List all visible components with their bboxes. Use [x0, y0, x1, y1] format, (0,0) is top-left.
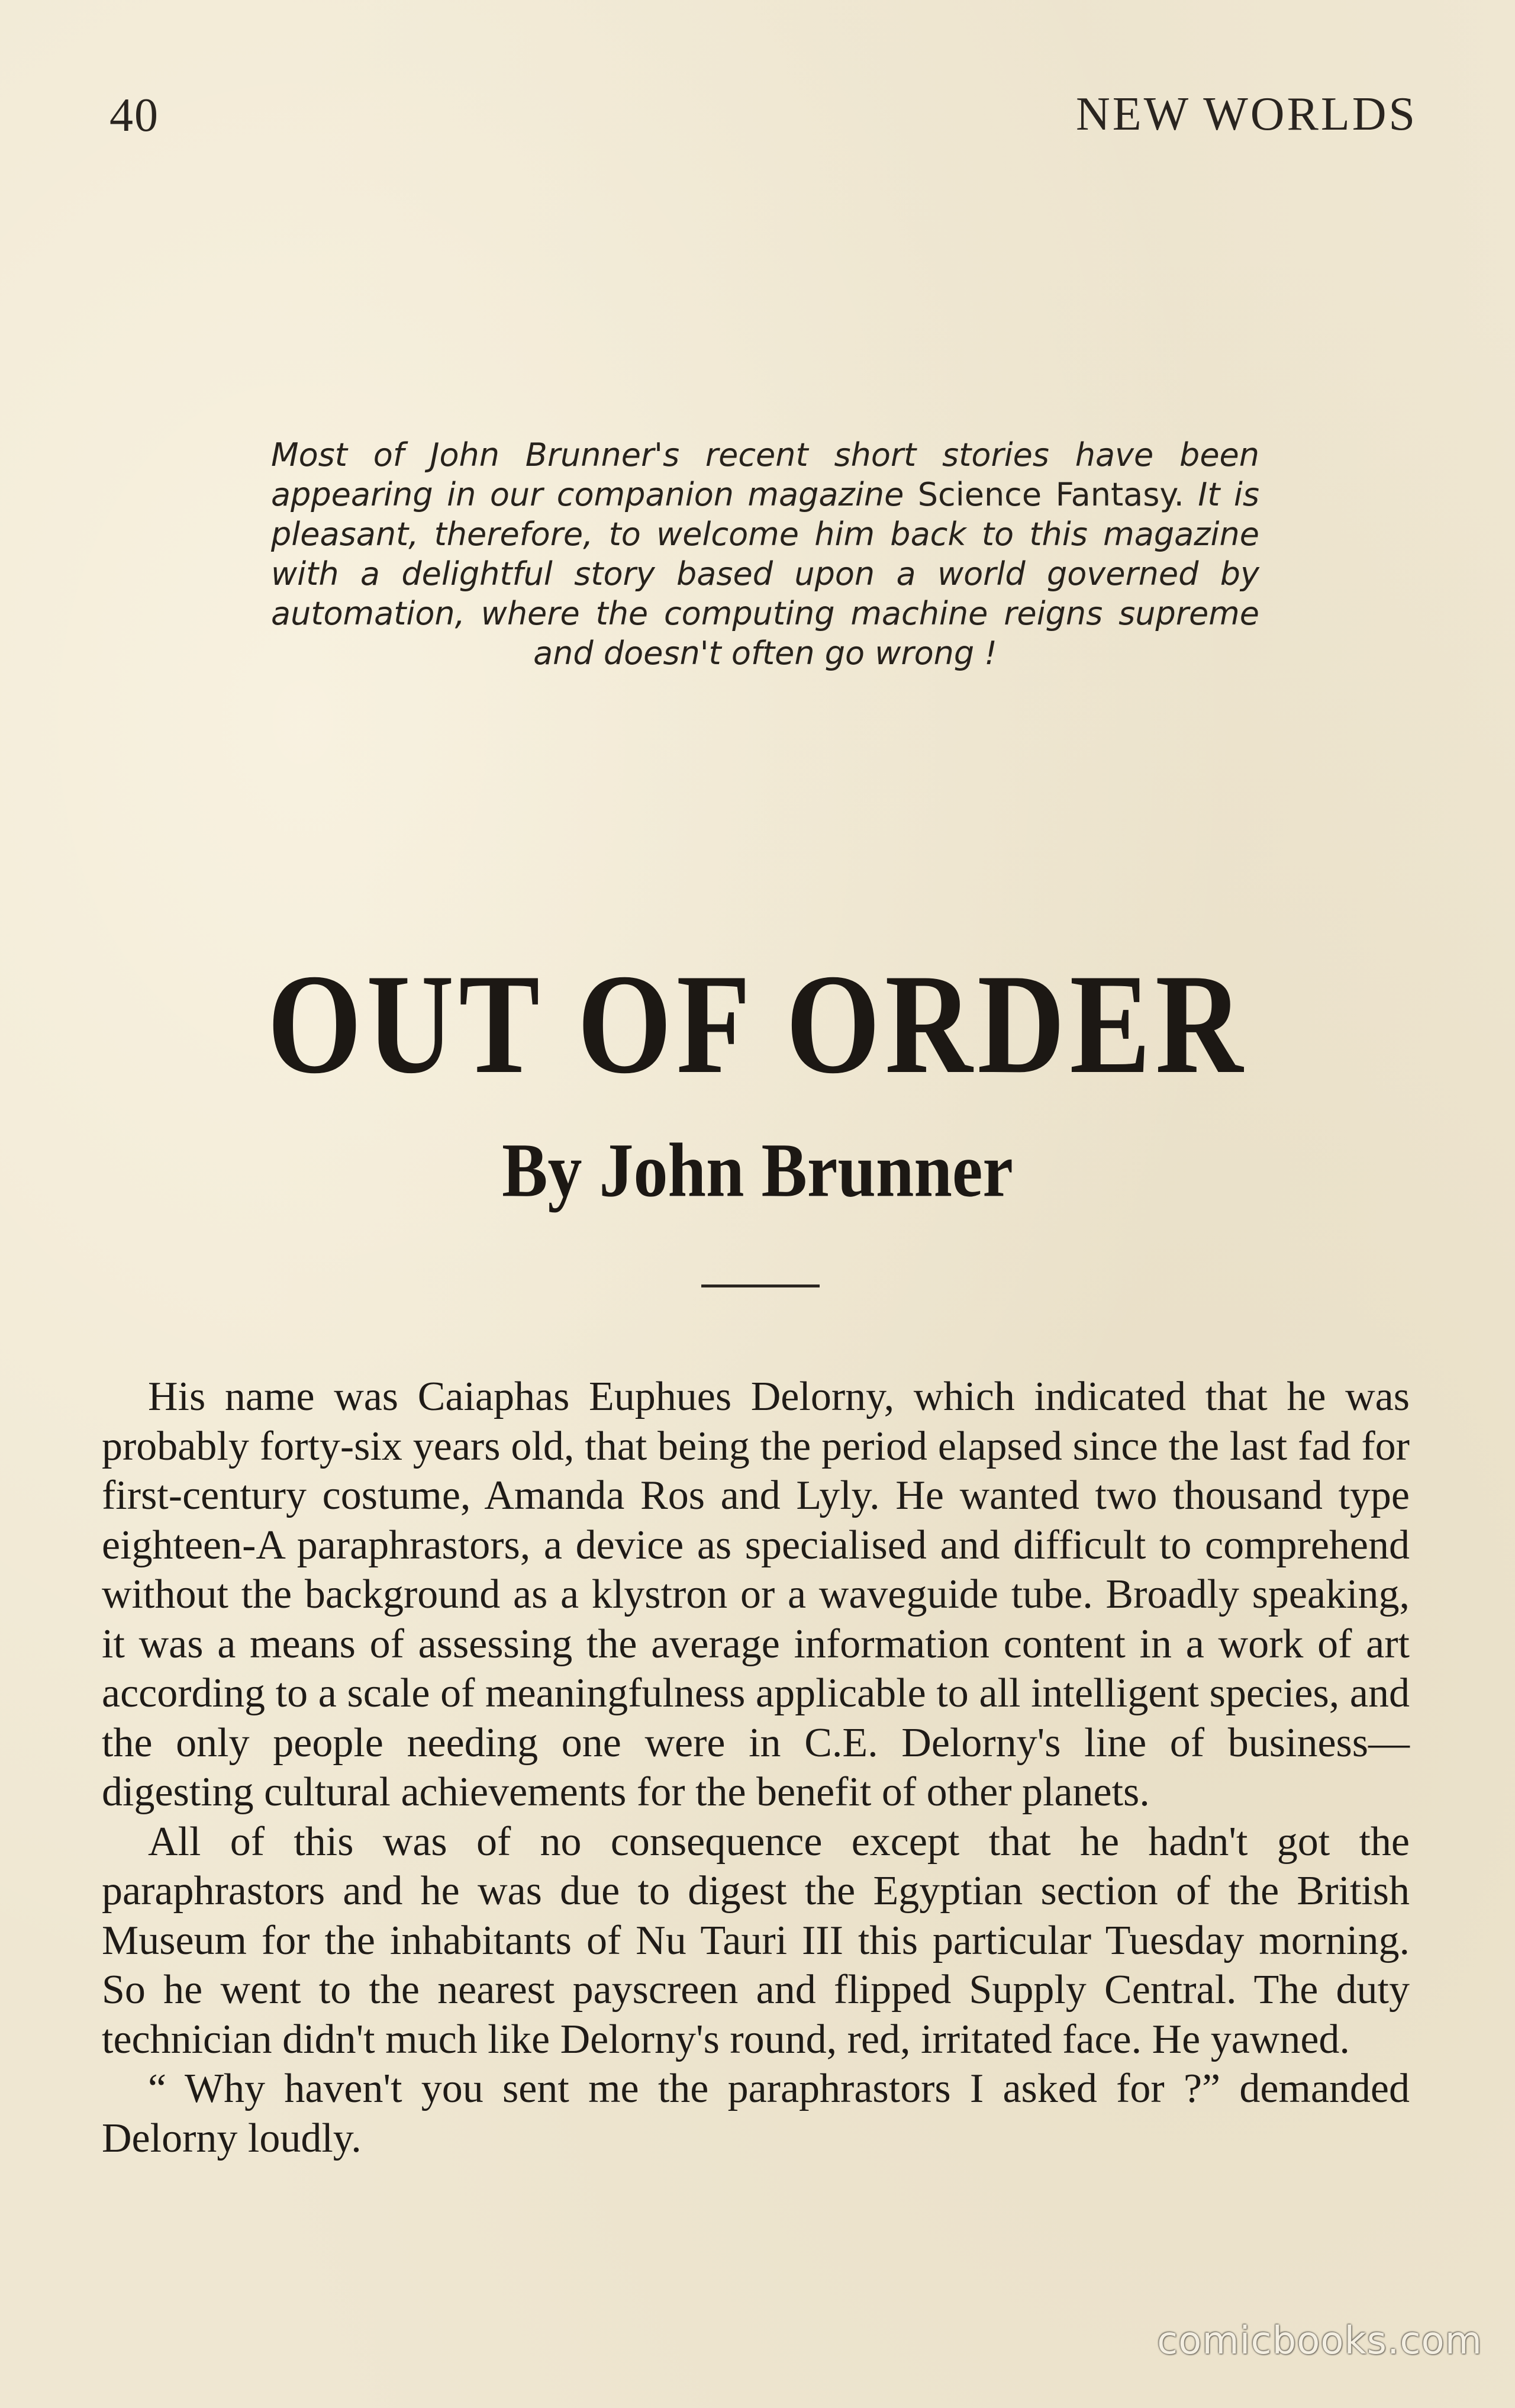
intro-magazine-name: Science Fantasy.: [917, 476, 1184, 513]
story-body: [102, 1372, 1410, 2163]
title-divider: [701, 1285, 820, 1287]
body-paragraph: All of this was of no consequence except that he hadn't got the paraphrastors and he was due to digest the Egyptian section of the British Museum for the inhabitants of Nu Tauri III this particular Tuesday morning. So he went to the nearest payscreen and flipped Supply Central. The duty technician didn't much like Delorny's round, red, irritated face. He yawned.: [102, 1818, 1410, 2062]
story-title: OUT OF ORDER: [267, 945, 1248, 1104]
body-paragraph: His name was Caiaphas Euphues Delorny, which indicated that he was probably forty-six years old, that being the period elapsed since the last fad for first-century costume, Amanda Ros and Lyly. He wanted two thousand type eighteen-A paraphrastors, a device as specialised and difficult to comprehend without the background as a klystron or a waveguide tube. Broadly speaking, it was a means of assessing the average information content in a work of art according to a scale of meaningfulness applicable to all intelligent species, and the only people needing one were in C.E. Delorny's line of business—digesting cultural achievements for the benefit of other planets.: [102, 1374, 1410, 1815]
page-number: 40: [109, 89, 159, 141]
body-paragraph: “ Why haven't you sent me the paraphrastors I asked for ?” demanded Delorny loudly.: [102, 2066, 1410, 2161]
story-byline: By John Brunner: [502, 1128, 1013, 1213]
editorial-intro: [271, 435, 1259, 673]
running-head: NEW WORLDS: [1075, 88, 1417, 140]
intro-text-after: It is pleasant, therefore, to welcome him back to this magazine with a delightful story based upon a world governed by automation, where the computing machine reigns supreme and doesn't often go wrong !: [271, 476, 1259, 672]
intro-text-before: Most of John Brunner's recent short stories have been appearing in our companion magazine: [271, 436, 1259, 513]
watermark: comicbooks.com: [1156, 2319, 1482, 2363]
